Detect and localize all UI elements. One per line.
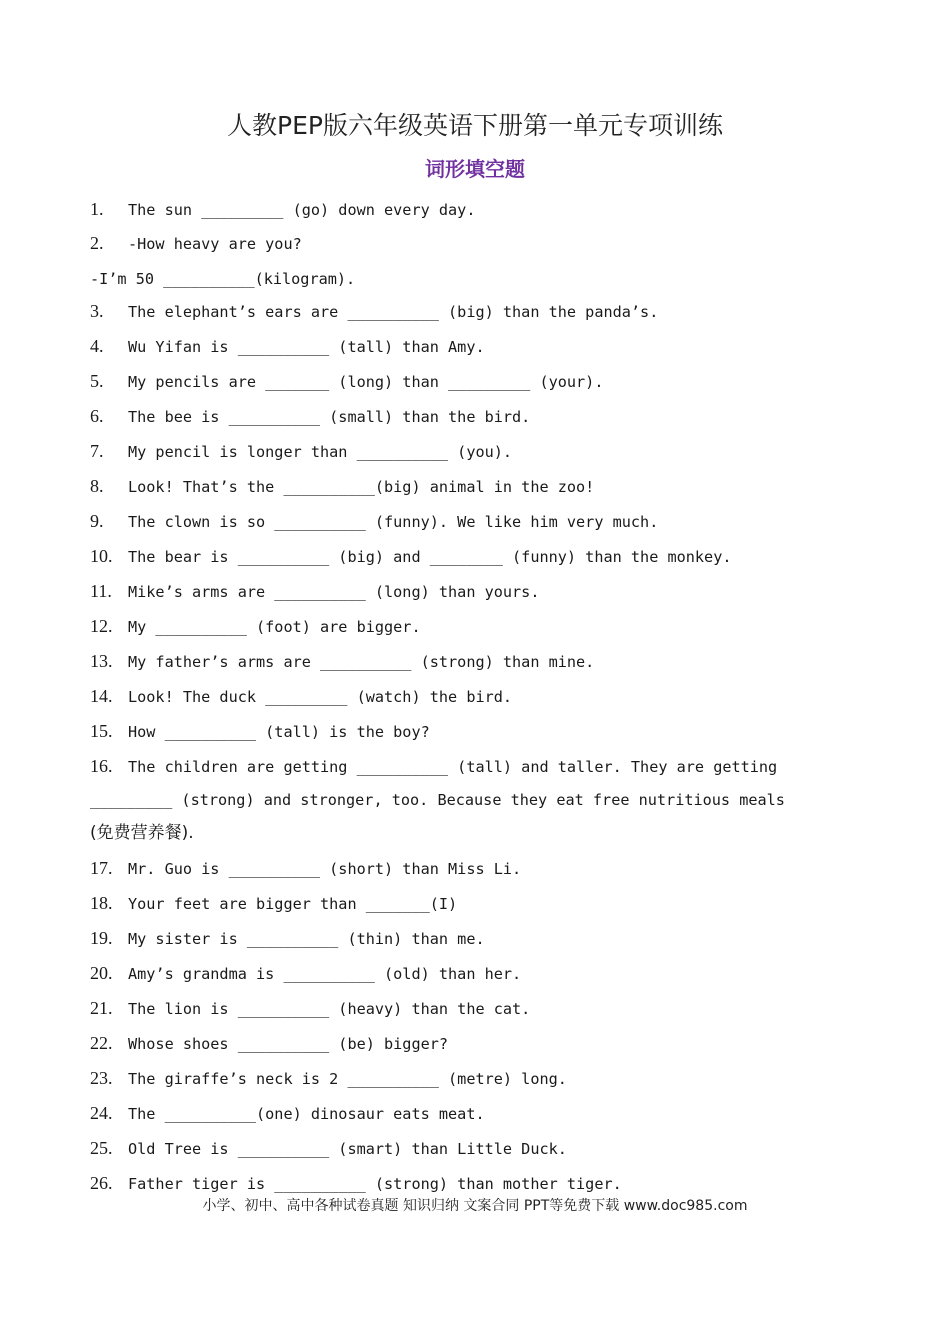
question-5 [90,370,850,393]
question-number: 3. [90,301,104,321]
question-14 [90,685,850,708]
question-2 [90,232,850,255]
question-number: 10. [90,546,113,566]
question-2-answer [90,268,850,290]
question-number: 17. [90,858,113,878]
question-text: Old Tree is __________ (smart) than Little Duck. [128,1140,567,1158]
question-text: Mike’s arms are __________ (long) than yours. [128,583,540,601]
question-text: -How heavy are you? [128,235,302,253]
question-number: 1. [90,199,104,219]
question-22 [90,1032,850,1055]
page-subtitle: 词形填空题 [425,157,525,181]
question-24 [90,1102,850,1125]
question-number: 18. [90,893,113,913]
question-20 [90,962,850,985]
question-number: 5. [90,371,104,391]
question-6 [90,405,850,428]
question-number: 14. [90,686,113,706]
question-12 [90,615,850,638]
question-text: How __________ (tall) is the boy? [128,723,430,741]
question-text: My __________ (foot) are bigger. [128,618,421,636]
question-text: The lion is __________ (heavy) than the cat. [128,1000,531,1018]
question-number: 20. [90,963,113,983]
question-text: Your feet are bigger than _______(I) [128,895,458,913]
question-text: The giraffe’s neck is 2 __________ (metre) long. [128,1070,567,1088]
question-number: 19. [90,928,113,948]
question-18 [90,892,850,915]
question-number: 6. [90,406,104,426]
question-26 [90,1172,850,1195]
question-text: The __________(one) dinosaur eats meat. [128,1105,485,1123]
question-text: The elephant’s ears are __________ (big) than the panda’s. [128,303,659,321]
question-number: 7. [90,441,104,461]
question-11 [90,580,850,603]
question-text: Wu Yifan is __________ (tall) than Amy. [128,338,485,356]
question-1 [90,198,850,221]
question-text: My sister is __________ (thin) than me. [128,930,485,948]
question-text: Amy’s grandma is __________ (old) than her. [128,965,522,983]
question-17 [90,857,850,880]
question-8 [90,475,850,498]
question-number: 12. [90,616,113,636]
question-4 [90,335,850,358]
question-number: 24. [90,1103,113,1123]
question-text: The sun _________ (go) down every day. [128,201,476,219]
question-text: My father’s arms are __________ (strong) than mine. [128,653,595,671]
question-13 [90,650,850,673]
question-number: 9. [90,511,104,531]
question-text: My pencil is longer than __________ (you). [128,443,513,461]
question-note: (免费营养餐). [90,823,194,843]
question-text: Look! The duck _________ (watch) the bird. [128,688,513,706]
question-text: -I’m 50 __________(kilogram). [90,270,356,288]
question-text: My pencils are _______ (long) than _________ (your). [128,373,604,391]
question-number: 13. [90,651,113,671]
question-10 [90,545,850,568]
question-9 [90,510,850,533]
question-text: Father tiger is __________ (strong) than mother tiger. [128,1175,622,1193]
page-title: 人教PEP版六年级英语下册第一单元专项训练 [227,111,723,140]
question-19 [90,927,850,950]
question-23 [90,1067,850,1090]
question-25 [90,1137,850,1160]
question-number: 22. [90,1033,113,1053]
question-number: 11. [90,581,112,601]
question-16 [90,750,850,850]
question-text: The bee is __________ (small) than the bird. [128,408,531,426]
question-text: The clown is so __________ (funny). We like him very much. [128,513,659,531]
question-7 [90,440,850,463]
question-number: 4. [90,336,104,356]
question-text: Mr. Guo is __________ (short) than Miss Li. [128,860,522,878]
question-text: The bear is __________ (big) and ________ (funny) than the monkey. [128,548,732,566]
question-number: 15. [90,721,113,741]
question-21 [90,997,850,1020]
question-number: 26. [90,1173,113,1193]
question-3 [90,300,850,323]
question-number: 23. [90,1068,113,1088]
question-text: The children are getting __________ (tall) and taller. They are getting _________ (strong) and stronger, too. Because they eat free nutritious meals [90,758,785,809]
question-text: Whose shoes __________ (be) bigger? [128,1035,449,1053]
question-number: 8. [90,476,104,496]
question-15 [90,720,850,743]
question-text: Look! That’s the __________(big) animal in the zoo! [128,478,595,496]
question-number: 25. [90,1138,113,1158]
question-number: 2. [90,233,104,253]
question-number: 21. [90,998,113,1018]
question-number: 16. [90,756,113,776]
footer-watermark: 小学、初中、高中各种试卷真题 知识归纳 文案合同 PPT等免费下载 www.doc985.com [202,1198,748,1214]
